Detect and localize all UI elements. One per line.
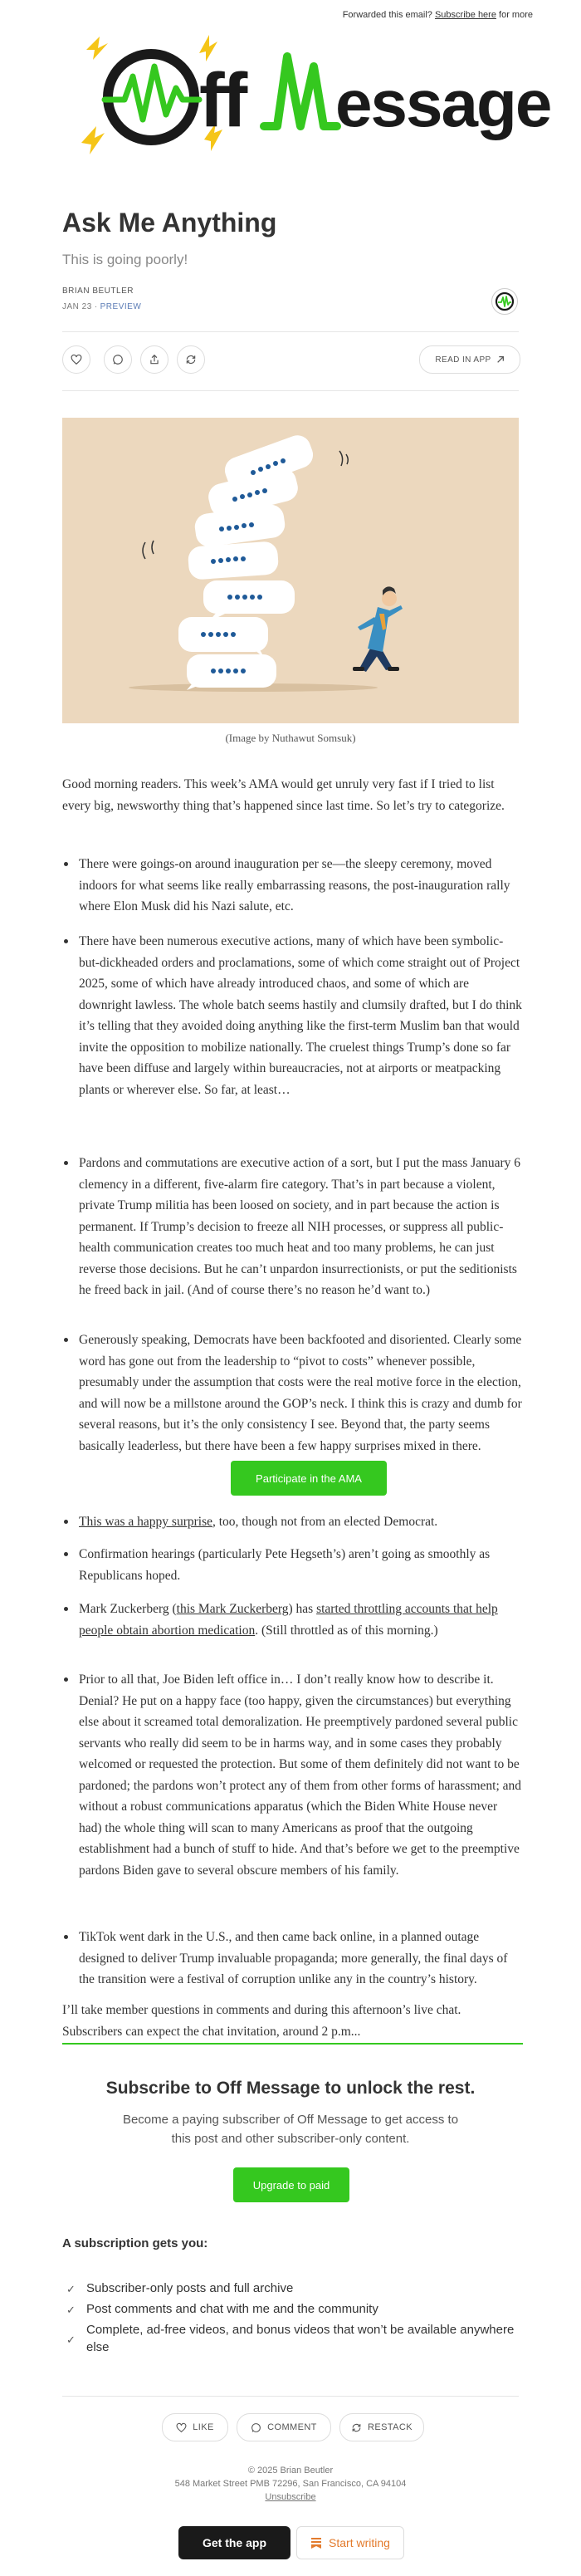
list-item: Generously speaking, Democrats have been backfooted and disoriented. Clearly some word has gone out from the leadership to “pivot to costs” whenever possible, presumably under the assumption that costs were the real motive force in the election, and will now be a millstone around the GOP’s neck. I think this is crazy and dumb for several reasons, but it’s the only consistency I see. Beyond that, the party seems basically leaderless, but there have been a few happy surprises mixed in there. xyxy=(79,1330,523,1457)
off-message-logo[interactable] xyxy=(75,33,551,158)
restack-icon xyxy=(185,354,197,365)
like-button[interactable]: LIKE xyxy=(162,2413,228,2441)
author-name[interactable]: BRIAN BEUTLER xyxy=(62,286,134,296)
throttling-accounts-link[interactable]: started throttling accounts that help people obtain abortion medication xyxy=(79,1602,498,1638)
divider xyxy=(62,390,519,391)
happy-surprise-link[interactable]: This was a happy surprise xyxy=(79,1515,212,1529)
preview-label: PREVIEW xyxy=(100,302,142,311)
post-date: JAN 23 ∙ PREVIEW xyxy=(62,302,142,311)
svg-text:ff: ff xyxy=(199,58,246,143)
substack-icon xyxy=(310,2537,322,2549)
intro-paragraph: Good morning readers. This week’s AMA would get unruly very fast if I tried to list every big, newsworthy thing that’s happened since last time. So let’s try to categorize. xyxy=(62,777,505,813)
heart-icon xyxy=(176,2422,187,2433)
list-item: Mark Zuckerberg (this Mark Zuckerberg) has started throttling accounts that help people obtain abortion medication. (Still throttled as of this morning.) xyxy=(79,1599,523,1641)
arrow-up-right-icon xyxy=(496,355,505,364)
check-icon: ✓ xyxy=(66,2304,76,2316)
running-man xyxy=(353,586,403,672)
comment-icon xyxy=(251,2422,261,2433)
participate-ama-button[interactable]: Participate in the AMA xyxy=(231,1461,387,1496)
upgrade-to-paid-button[interactable]: Upgrade to paid xyxy=(233,2167,349,2202)
hero-image[interactable] xyxy=(62,418,519,723)
comment-button[interactable]: COMMENT xyxy=(237,2413,331,2441)
divider xyxy=(62,2396,519,2397)
read-in-app-button[interactable]: READ IN APP xyxy=(419,345,520,374)
avatar[interactable] xyxy=(491,288,518,315)
unsubscribe-link[interactable]: Unsubscribe xyxy=(265,2492,316,2502)
restack-button[interactable] xyxy=(177,345,205,374)
subscription-benefits-heading: A subscription gets you: xyxy=(62,2236,208,2250)
restack-button[interactable]: RESTACK xyxy=(339,2413,424,2441)
forward-notice: Forwarded this email? Subscribe here for more xyxy=(342,10,533,20)
subscribe-here-link[interactable]: Subscribe here xyxy=(434,10,496,20)
list-item: TikTok went dark in the U.S., and then came back online, in a planned outage designed to deliver Trump invaluable propaganda; more generally, the final days of the transition were a festival of corruption unlike any in the country’s history. xyxy=(79,1927,523,1991)
speech-bubbles-illustration xyxy=(62,418,519,723)
post-subtitle: This is going poorly! xyxy=(62,252,188,267)
list-item: There were goings-on around inauguration per se—the sleepy ceremony, moved indoors for what seems like really embarrassing reasons, the post-inauguration rally where Elon Musk did his Nazi salute, etc. xyxy=(79,854,523,918)
check-icon: ✓ xyxy=(66,2283,76,2295)
subscribe-description: Become a paying subscriber of Off Message to get access to this post and other subscriber-only content. xyxy=(122,2113,459,2146)
check-icon: ✓ xyxy=(66,2334,76,2346)
get-the-app-button[interactable]: Get the app xyxy=(178,2526,290,2559)
copyright: © 2025 Brian Beutler xyxy=(247,2466,334,2476)
share-icon xyxy=(149,354,160,365)
post-title[interactable]: Ask Me Anything xyxy=(62,208,277,238)
comment-icon xyxy=(112,354,124,365)
list-item: Pardons and commutations are executive action of a sort, but I put the mass January 6 clemency in a different, five-alarm fire category. That’s in part because a violent, private Trump militia has been loosed on society, and in part because the action is permanent. If Trump’s decision to freeze all NIH processes, or suppress all public-health communication creates too much heat and too many problems, he can just reverse those decisions. But he can’t unpardon insurrectionists, or put the seditionists he freed back in jail. (And of course there’s no reason he’d want to.) xyxy=(79,1153,523,1301)
outro-paragraph: I’ll take member questions in comments and during this afternoon’s live chat. Subscribers can expect the chat invitation, around 2 p.m... xyxy=(62,2003,461,2039)
divider xyxy=(62,331,519,332)
divider xyxy=(62,2043,523,2045)
list-item: Prior to all that, Joe Biden left office in… I don’t really know how to describe it. Denial? He put on a happy face (too happy, given the circumstances) but everything else about it screamed total demoralization. He preemptively pardoned several public servants who really did seem to be in harms way, and in some cases they probably welcomed or requested the protection. But some of them definitely did not want to be pardoned; the pardons won’t protect any of them from other forms of harassment; and without a robust communications apparatus (which the Biden White House never had) the whole thing will scan to many Americans as proof that the outgoing establishment had a bunch of stuff to hide. And that’s before we get to the preemptive pardons Biden gave to several obscure members of his family. xyxy=(79,1669,523,1881)
mailing-address: 548 Market Street PMB 72296, San Francisco, CA 94104 xyxy=(174,2479,407,2489)
start-writing-button[interactable]: Start writing xyxy=(296,2526,404,2559)
like-button[interactable] xyxy=(62,345,90,374)
list-item: There have been numerous executive actions, many of which have been symbolic-but-dickheaded orders and proclamations, some of which come straight out of Project 2025, some of which have already introduced chaos, and some of which are downright lawless. The whole batch seems hastily and clumsily drafted, but I do think it’s telling that they avoided doing anything like the first-term Muslim ban that would invite the opposition to mobilize nationally. The cruelest things Trump’s done so far have been diffuse and largely within bureaucracies, not at airports or meatpacking plants or wherever else. So far, at least… xyxy=(79,931,523,1100)
heart-icon xyxy=(71,354,82,365)
share-button[interactable] xyxy=(140,345,168,374)
svg-text:essage: essage xyxy=(335,66,551,140)
zuckerberg-link[interactable]: this Mark Zuckerberg xyxy=(176,1602,289,1616)
list-item: This was a happy surprise, too, though not from an elected Democrat. xyxy=(79,1511,523,1533)
image-caption: (Image by Nuthawut Somsuk) xyxy=(225,732,356,744)
comment-button[interactable] xyxy=(104,345,132,374)
restack-icon xyxy=(351,2422,362,2433)
subscribe-heading: Subscribe to Off Message to unlock the rest. xyxy=(105,2079,476,2098)
list-item: Confirmation hearings (particularly Pete Hegseth’s) aren’t going as smoothly as Republicans hoped. xyxy=(79,1544,523,1586)
